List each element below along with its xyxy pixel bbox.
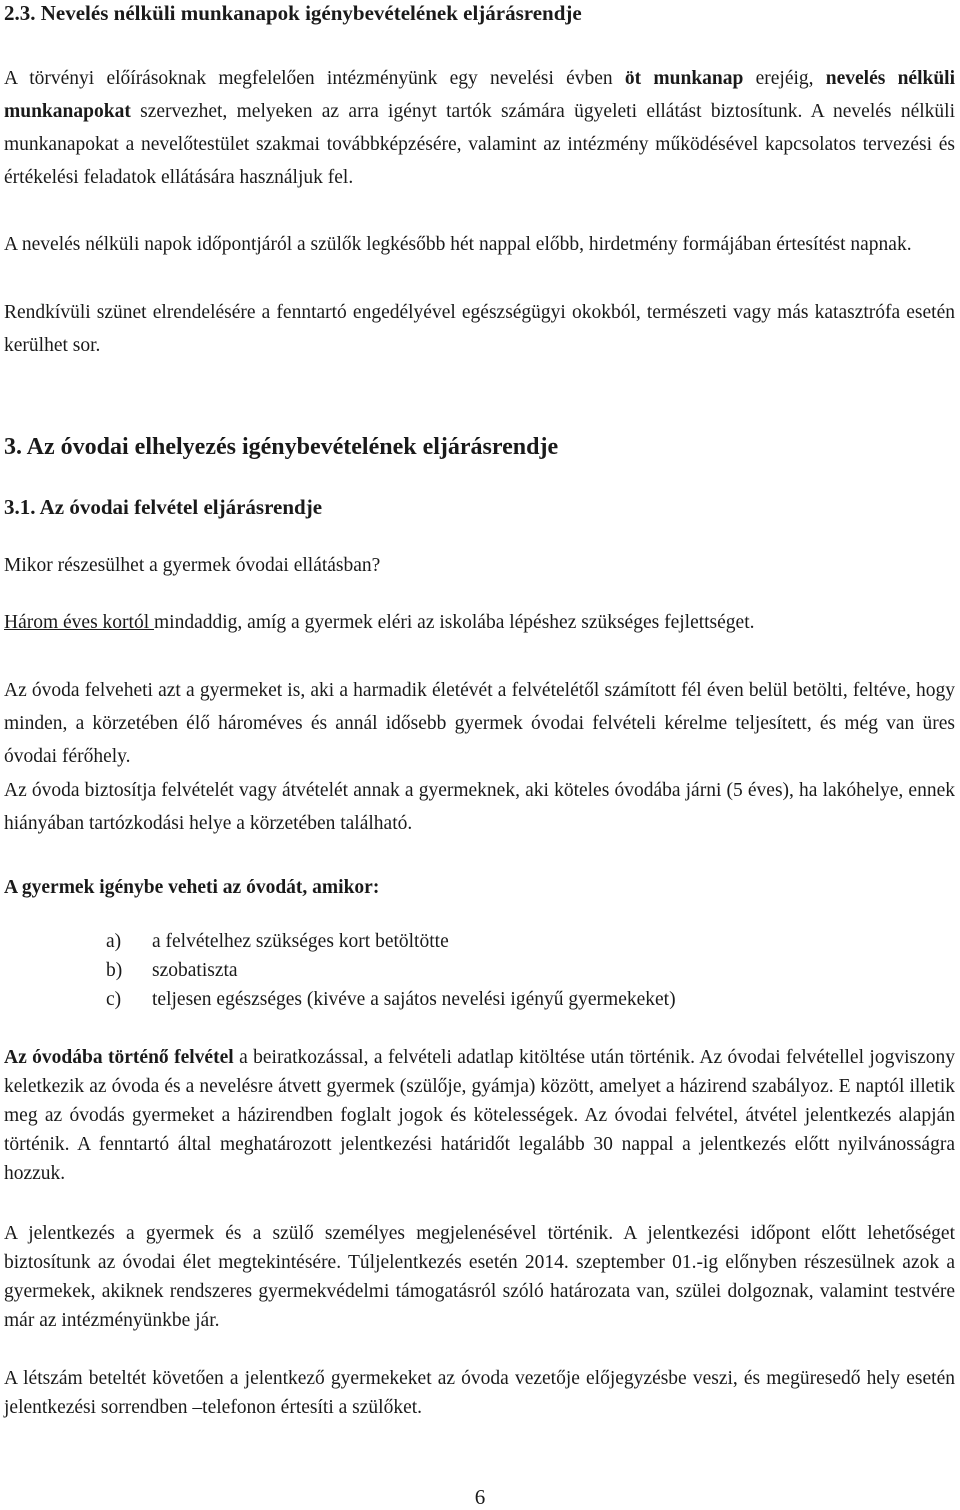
section-heading-2-3: 2.3. Nevelés nélküli munkanapok igénybevételének eljárásrendje bbox=[4, 1, 582, 25]
bold-run-nonteaching-days: nevelés nélküli munkanapokat bbox=[4, 68, 956, 122]
underlined-age-phrase: Három éves kortól bbox=[4, 612, 155, 633]
list-marker: b) bbox=[106, 960, 123, 981]
paragraph-third-year: Az óvoda felveheti azt a gyermeket is, aki a harmadik életévét a felvételétől számított fél éven belül betölti, feltéve, hogy minden, a körzetében élő hároméves és annál idősebb gyermek óvodai felvételi kérelme teljesített, és még van üres óvodai férőhely. bbox=[4, 680, 955, 767]
paragraph-capacity: A létszám beteltét követően a jelentkező gyermekeket az óvoda vezetője előjegyzésbe veszi, és megüresedő hely esetén jelentkezési sorrendben –telefonon értesíti a szülőket. bbox=[4, 1368, 955, 1418]
text-run: A törvényi előírásoknak megfelelően intézményünk egy nevelési évben bbox=[4, 68, 625, 89]
section-heading-3-1: 3.1. Az óvodai felvétel eljárásrendje bbox=[4, 495, 323, 519]
text-run: mindaddig, amíg a gyermek eléri az iskolába lépéshez szükséges fejlettséget. bbox=[154, 612, 755, 633]
list-item-text: teljesen egészséges (kivéve a sajátos nevelési igényű gyermekeket) bbox=[152, 989, 676, 1010]
text-run: a beiratkozással, a felvételi adatlap kitöltése után történik. Az óvodai felvétellel jogviszony keletkezik az óvoda és a nevelésre átvett gyermek (szülője, gyámja) között, amelyet a házirend szabályoz. E naptól illetik meg az óvodás gyermeket a házirendben foglalt jogok és kötelességek. Az óvodai felvétel, átvétel jelentkezés alapján történik. A fenntartó által meghatározott jelentkezési határidőt legalább 30 nappal a jelentkezés előtt nyilvánosságra hozzuk. bbox=[4, 1047, 956, 1184]
list-marker: c) bbox=[106, 989, 122, 1010]
paragraph-extraordinary-break: Rendkívüli szünet elrendelésére a fenntartó engedélyével egészségügyi okokból, természeti vagy más katasztrófa esetén kerülhet sor. bbox=[4, 302, 955, 356]
paragraph-workdays bbox=[4, 62, 955, 194]
paragraph-mandatory-attendance: Az óvoda biztosítja felvételét vagy átvételét annak a gyermeknek, aki köteles óvodába járni (5 éves), ha lakóhelye, ennek hiányában tartózkodási helye a körzetében található. bbox=[4, 780, 955, 834]
section-heading-3: 3. Az óvodai elhelyezés igénybevételének eljárásrendje bbox=[4, 434, 559, 460]
conditions-heading: A gyermek igénybe veheti az óvodát, amikor: bbox=[4, 877, 380, 898]
list-marker: a) bbox=[106, 931, 122, 952]
paragraph-age-answer bbox=[4, 606, 955, 639]
paragraph-registration: A jelentkezés a gyermek és a szülő személyes megjelenésével történik. A jelentkezési időpont előtt lehetőséget biztosítunk az óvodai élet megtekintésére. Túljelentkezés esetén 2014. szeptember 01.-ig előnyben részesülnek azok a gyermekek, akiknek rendszeres gyermekvédelmi támogatásról szóló határozata van, szülei dolgoznak, valamint testvére már az intézményünkbe jár. bbox=[4, 1223, 955, 1331]
text-run: szervezhet, melyeken az arra igényt tartók számára ügyeleti ellátást biztosítunk. A nevelés nélküli munkanapokat a nevelőtestület szakmai továbbképzésére, valamint az intézmény működésével kapcsolatos tervezési és értékelési feladatok ellátására használjuk fel. bbox=[4, 101, 955, 188]
list-item-text: szobatiszta bbox=[152, 960, 238, 981]
bold-run-five-days: öt munkanap bbox=[624, 68, 744, 89]
bold-run-admission: Az óvodába történő felvétel bbox=[4, 1047, 234, 1068]
list-item-text: a felvételhez szükséges kort betöltötte bbox=[152, 931, 449, 952]
question-eligibility: Mikor részesülhet a gyermek óvodai ellátásban? bbox=[4, 555, 381, 576]
paragraph-admission bbox=[4, 1043, 955, 1188]
paragraph-parent-notice: A nevelés nélküli napok időpontjáról a szülők legkésőbb hét nappal előbb, hirdetmény formájában értesítést napnak. bbox=[4, 234, 912, 255]
text-run: erejéig, bbox=[743, 68, 826, 89]
page-number: 6 bbox=[474, 1485, 486, 1509]
